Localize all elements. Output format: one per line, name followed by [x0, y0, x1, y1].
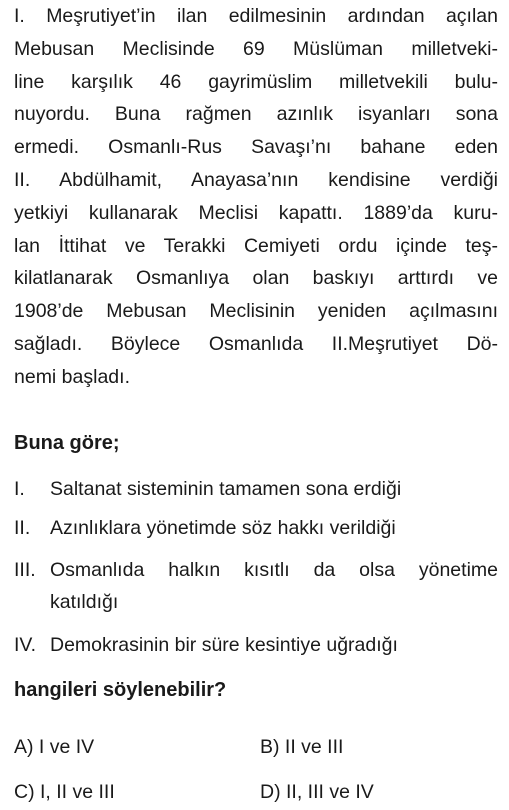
statement-number: III. — [14, 559, 36, 581]
question-paragraph — [14, 0, 498, 394]
statement-number: II. — [14, 517, 31, 539]
statement-continuation: katıldığı — [50, 591, 119, 613]
statement-text: Azınlıklara yönetimde söz hakkı verildiği — [50, 517, 396, 539]
statement-text: Osmanlıda halkın kısıtlı da olsa yönetime — [50, 559, 498, 581]
paragraph-line: line karşılık 46 gayrimüslim milletvekili bulu- — [14, 70, 498, 93]
paragraph-line: Mebusan Meclisinde 69 Müslüman milletveki- — [14, 37, 498, 60]
paragraph-line: yetkiyi kullanarak Meclisi kapattı. 1889’da kuru- — [14, 201, 498, 224]
paragraph-line: II. Abdülhamit, Anayasa’nın kendisine verdiği — [14, 168, 498, 191]
paragraph-line: sağladı. Böylece Osmanlıda II.Meşrutiyet Dö- — [14, 332, 498, 355]
paragraph-line: I. Meşrutiyet’in ilan edilmesinin ardından açılan — [14, 5, 498, 27]
paragraph-line: kilatlanarak Osmanlıya olan baskıyı arttırdı ve — [14, 267, 498, 290]
paragraph-line: nemi başladı. — [14, 365, 130, 388]
option-c[interactable]: C) I, II ve III — [14, 781, 115, 803]
paragraph-line: nuyordu. Buna rağmen azınlık isyanları sona — [14, 103, 498, 126]
paragraph-line: 1908’de Mebusan Meclisinin yeniden açılmasını — [14, 300, 498, 323]
option-d[interactable]: D) II, III ve IV — [260, 781, 374, 803]
question-prompt: hangileri söylenebilir? — [14, 679, 227, 701]
option-b[interactable]: B) II ve III — [260, 736, 344, 758]
lead-text: Buna göre; — [14, 432, 120, 454]
statement-number: I. — [14, 478, 25, 500]
paragraph-line: lan İttihat ve Terakki Cemiyeti ordu içinde teş- — [14, 234, 498, 257]
statement-text: Saltanat sisteminin tamamen sona erdiği — [50, 478, 402, 500]
statement-number: IV. — [14, 634, 37, 656]
option-a[interactable]: A) I ve IV — [14, 736, 95, 758]
paragraph-line: ermedi. Osmanlı-Rus Savaşı’nı bahane eden — [14, 136, 498, 159]
statement-text: Demokrasinin bir süre kesintiye uğradığı — [50, 634, 398, 656]
